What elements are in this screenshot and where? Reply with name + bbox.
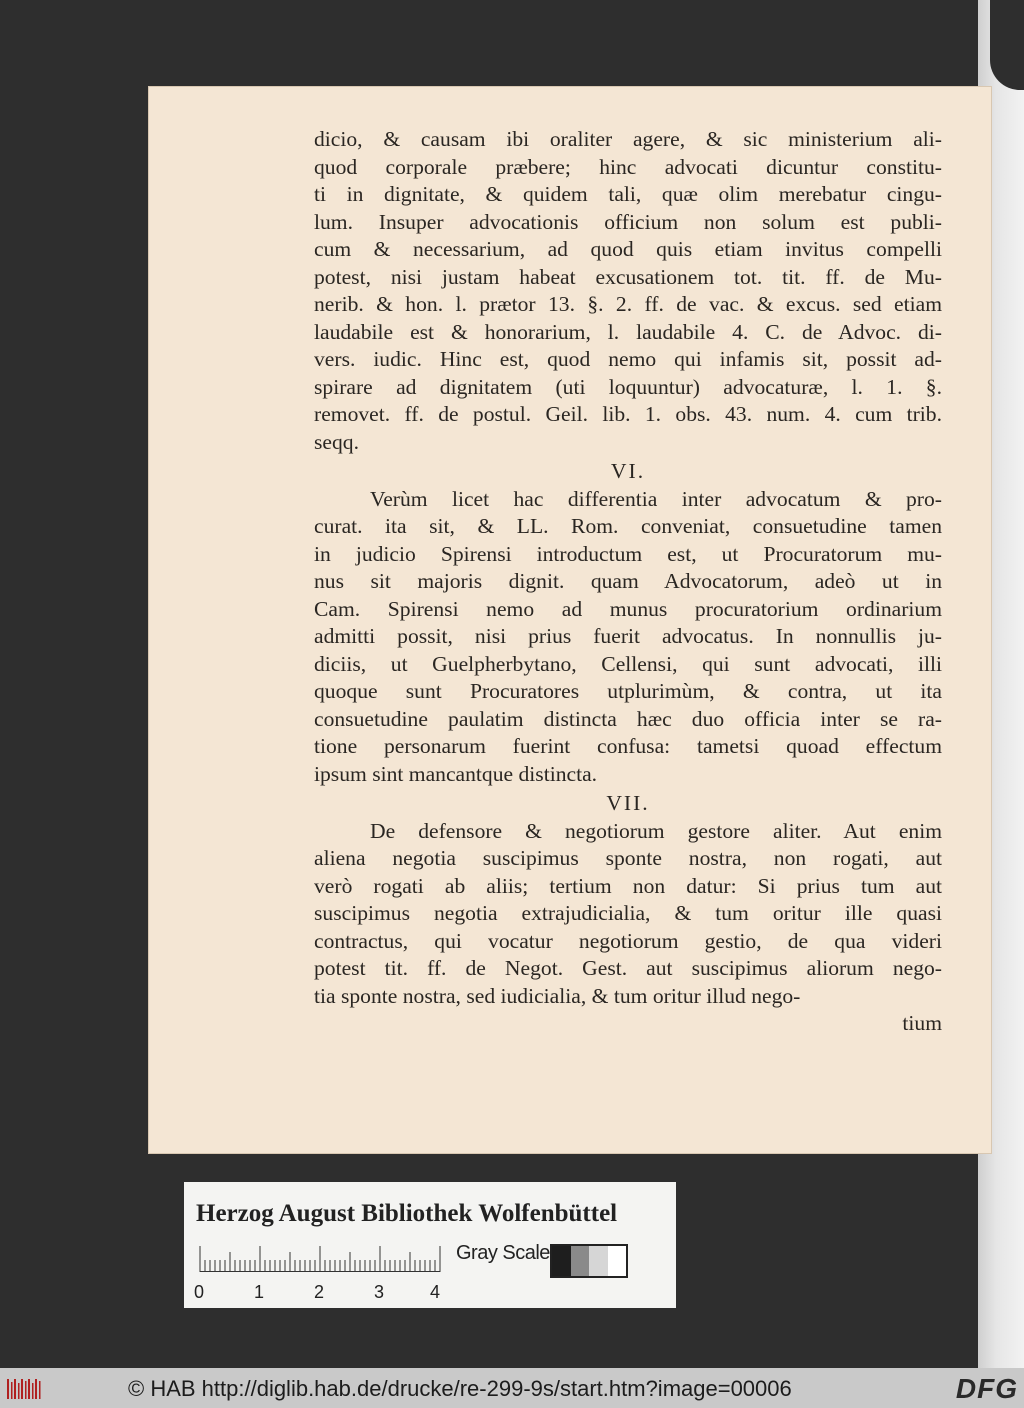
text-line: cum & necessarium, ad quod quis etiam invitus compelli: [314, 237, 942, 261]
backdrop-corner: [990, 0, 1024, 90]
page-text: [314, 126, 942, 1038]
ruler-number: 0: [194, 1282, 205, 1302]
text-line: potest tit. ff. de Negot. Gest. aut suscipimus aliorum nego-: [314, 956, 942, 980]
text-line: spirare ad dignitatem (uti loquuntur) advocaturæ, l. 1. §.: [314, 374, 942, 399]
paragraph-2: [314, 486, 942, 789]
text-line: laudabile est & honorarium, l. laudabile 4. C. de Advoc. di-: [314, 319, 942, 344]
text-line: aliena negotia suscipimus sponte nostra, non rogati, aut: [314, 846, 942, 870]
library-name: Herzog August Bibliothek Wolfenbüttel: [196, 1200, 618, 1227]
text-line: tia sponte nostra, sed iudicialia, & tum oritur illud nego-: [314, 983, 801, 1008]
footer-bar: [0, 1368, 1024, 1408]
ruler-number: 3: [374, 1282, 385, 1302]
ruler-number: 1: [254, 1282, 265, 1302]
text-line: ti in dignitate, & quidem tali, quæ olim merebatur cingu-: [314, 182, 942, 206]
library-color-card: [184, 1182, 676, 1308]
text-line: in judicio Spirensi introductum est, ut Procuratorum mu-: [314, 541, 942, 566]
text-line: admitti possit, nisi prius fuerit advocatus. In nonnullis ju-: [314, 624, 942, 648]
text-line: verò rogati ab aliis; tertium non datur: Si prius tum aut: [314, 873, 942, 898]
barcode-logo-icon: [6, 1377, 42, 1401]
text-line: nus sit majoris dignit. quam Advocatorum, adeò ut in: [314, 569, 942, 593]
text-line: tione personarum fuerint confusa: tametsi quoad effectum: [314, 734, 942, 758]
paragraph-1: [314, 126, 942, 456]
text-line: Cam. Spirensi nemo ad munus procuratorium ordinarium: [314, 596, 942, 621]
ruler-number: 2: [314, 1282, 325, 1302]
book-page: [148, 86, 992, 1154]
dfg-logo: DFG: [955, 1373, 1018, 1404]
gray-scale-swatch: [550, 1244, 628, 1278]
text-line: quoque sunt Procuratores utplurimùm, & contra, ut ita: [314, 679, 942, 703]
ruler-icon: [198, 1244, 444, 1272]
text-line: lum. Insuper advocationis officium non solum est publi-: [314, 209, 942, 234]
gray-scale-step: [608, 1246, 627, 1276]
text-line: potest, nisi justam habeat excusationem tot. tit. ff. de Mu-: [314, 264, 942, 289]
text-line: dicio, & causam ibi oraliter agere, & sic ministerium ali-: [314, 127, 942, 151]
text-line: quod corporale præbere; hinc advocati dicuntur constitu-: [314, 154, 942, 179]
gray-scale-step: [571, 1246, 590, 1276]
gray-scale-step: [552, 1246, 571, 1276]
text-line: diciis, ut Guelpherbytano, Cellensi, qui sunt advocati, illi: [314, 651, 942, 676]
section-heading-vii: VII.: [606, 791, 650, 815]
text-line: suscipimus negotia extrajudicialia, & tum oritur ille quasi: [314, 901, 942, 925]
text-line: curat. ita sit, & LL. Rom. conveniat, consuetudine tamen: [314, 514, 942, 538]
catchword: tium: [902, 1011, 942, 1035]
text-line: seqq.: [314, 429, 359, 454]
text-line: ipsum sint mancantque distincta.: [314, 761, 598, 786]
text-line: Verùm licet hac differentia inter advocatum & pro-: [370, 486, 942, 511]
text-line: removet. ff. de postul. Geil. lib. 1. obs. 43. num. 4. cum trib.: [314, 402, 942, 426]
attribution-link[interactable]: © HAB http://diglib.hab.de/drucke/re-299-9s/start.htm?image=00006: [128, 1376, 792, 1401]
text-line: De defensore & negotiorum gestore aliter. Aut enim: [370, 818, 942, 843]
ruler-number: 4: [430, 1282, 441, 1302]
gray-scale-step: [589, 1246, 608, 1276]
gray-scale-label: Gray Scale: [456, 1242, 550, 1264]
text-line: contractus, qui vocatur negotiorum gestio, de qua videri: [314, 928, 942, 953]
paragraph-3: [314, 818, 942, 1011]
section-heading-vi: VI.: [610, 459, 646, 483]
text-line: nerib. & hon. l. prætor 13. §. 2. ff. de vac. & excus. sed etiam: [314, 292, 942, 316]
text-line: vers. iudic. Hinc est, quod nemo qui infamis sit, possit ad-: [314, 347, 942, 371]
text-line: consuetudine paulatim distincta hæc duo officia inter se ra-: [314, 706, 942, 731]
